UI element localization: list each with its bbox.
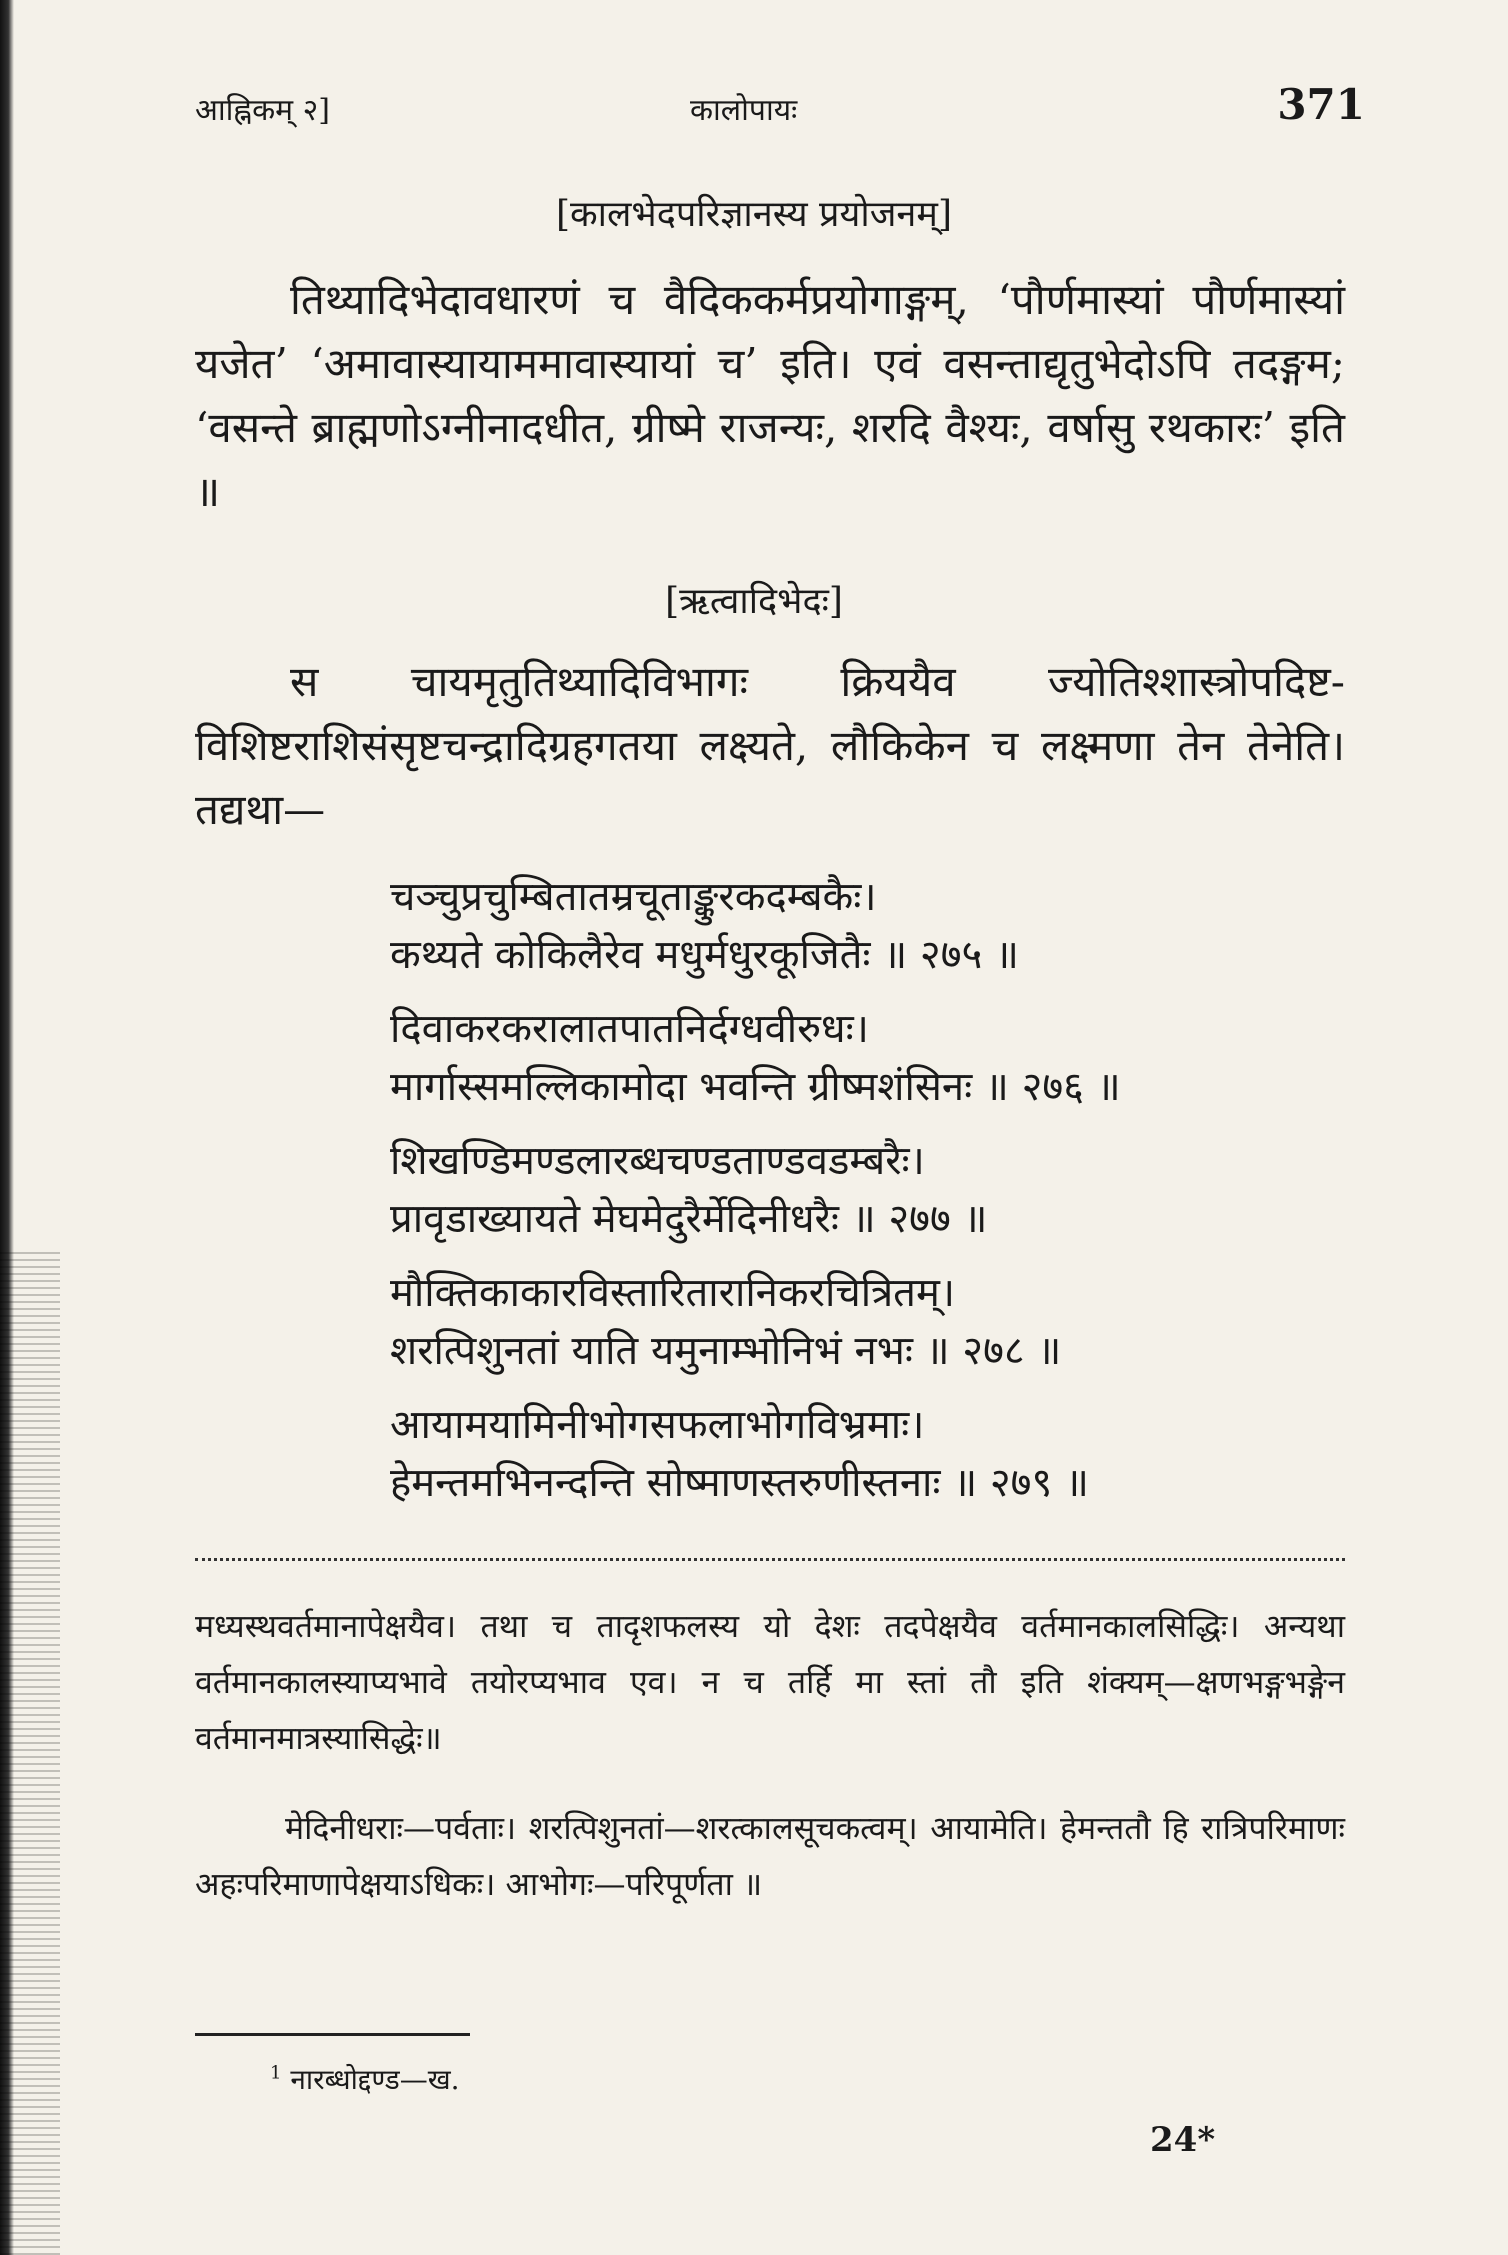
footnote-marker: 1 [270, 2062, 282, 2084]
verse-line: आयामयामिनीभोगसफलाभोगविभ्रमाः। [390, 1402, 925, 1448]
verse-line: प्रावृडाख्यायते मेघमेदुरैर्मेदिनीधरैः ॥ २७७ ॥ [390, 1196, 988, 1242]
page-number: 371 [1277, 80, 1365, 129]
running-header [195, 80, 1365, 140]
scan-noise [0, 1250, 60, 2255]
signature-mark: 24* [1150, 2120, 1216, 2160]
footnote [270, 2060, 460, 2098]
verse-line: हेमन्तमभिनन्दन्ति सोष्माणस्तरुणीस्तनाः ॥ २७९ ॥ [390, 1460, 1089, 1506]
section-title-2: [ऋत्वादिभेदः] [665, 581, 843, 622]
verse-line: शरत्पिशुनतां याति यमुनाम्भोनिभं नभः ॥ २७८ ॥ [390, 1328, 1062, 1374]
verse-block [390, 868, 1330, 1528]
verse-line: दिवाकरकरालातपातनिर्दग्धवीरुधः। [390, 1006, 869, 1052]
verse-line: चञ्चुप्रचुम्बितातम्रचूताङ्कुरकदम्बकैः। [390, 874, 877, 920]
verse-line: मौक्तिकाकारविस्तारितारानिकरचित्रितम्। [390, 1270, 956, 1316]
section-title-1: [कालभेदपरिज्ञानस्य प्रयोजनम्] [555, 194, 952, 235]
chapter-label: आह्निकम् २] [195, 93, 330, 128]
commentary-divider [195, 1558, 1345, 1561]
running-title: कालोपायः [690, 93, 798, 128]
verse-279 [390, 1396, 1330, 1512]
verse-278 [390, 1264, 1330, 1380]
verse-277 [390, 1132, 1330, 1248]
verse-line: कथ्यते कोकिलैरेव मधुर्मधुरकूजितैः ॥ २७५ ॥ [390, 932, 1019, 978]
paragraph-2: स चायमृतुतिथ्यादिविभागः क्रिययैव ज्योतिश्शास्त्रोपदिष्ट-विशिष्टराशिसंसृष्टचन्द्रादिग्रहगतया लक्ष्यते, लौकिकेन च लक्ष्मणा तेन तेनेति। तद्यथा— [195, 657, 1345, 834]
paragraph-1: तिथ्यादिभेदावधारणं च वैदिककर्मप्रयोगाङ्गम्, ‘पौर्णमास्यां पौर्णमास्यां यजेत’ ‘अमावास्यायाममावास्यायां च’ इति। एवं वसन्ताद्यृतुभेदोऽपि तदङ्गम; ‘वसन्ते ब्राह्मणोऽग्नीनादधीत, ग्रीष्मे राजन्यः, शरदि वैश्यः, वर्षासु रथकारः’ इति ॥ [195, 275, 1345, 516]
verse-276 [390, 1000, 1330, 1116]
commentary-paragraph-2: मेदिनीधराः—पर्वताः। शरत्पिशुनतां—शरत्कालसूचकत्वम्। आयामेति। हेमन्ततौ हि रात्रिपरिमाणः अहःपरिमाणापेक्षयाऽधिकः। आभोगः—परिपूर्णता ॥ [195, 1809, 1345, 1903]
verse-line: शिखण्डिमण्डलारब्धचण्डताण्डवडम्बरैः। [390, 1138, 925, 1184]
verse-line: मार्गास्समल्लिकामोदा भवन्ति ग्रीष्मशंसिनः ॥ २७६ ॥ [390, 1064, 1121, 1110]
commentary-paragraph-1: मध्यस्थवर्तमानापेक्षयैव। तथा च तादृशफलस्य यो देशः तदपेक्षयैव वर्तमानकालसिद्धिः। अन्यथा वर्तमानकालस्याप्यभावे तयोरप्यभाव एव। न च तर्हि मा स्तां तौ इति शंक्यम्—क्षणभङ्गभङ्गेन वर्तमानमात्रस्यासिद्धेः॥ [195, 1607, 1345, 1757]
verse-275 [390, 868, 1330, 984]
footnote-text: नारब्धोद्दण्ड—ख. [290, 2063, 460, 2096]
footnote-rule [195, 2033, 470, 2036]
